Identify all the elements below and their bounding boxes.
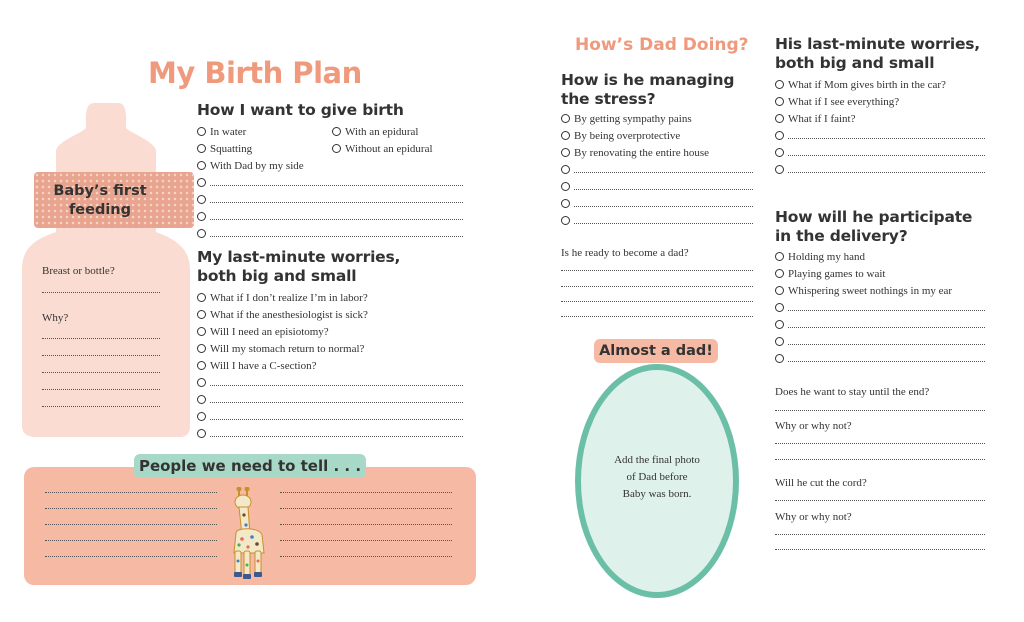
checkbox-circle-icon[interactable] — [197, 195, 206, 204]
participate-options — [775, 248, 985, 367]
answer-line[interactable] — [775, 410, 985, 411]
worries-section-title: My last-minute worries, both big and small — [197, 248, 401, 285]
checkbox-circle-icon[interactable] — [197, 293, 206, 302]
checkbox-circle-icon[interactable] — [775, 131, 784, 140]
checkbox-circle-icon[interactable] — [197, 310, 206, 319]
checkbox-option[interactable]: Playing games to wait — [775, 265, 985, 282]
page-title: My Birth Plan — [148, 56, 362, 90]
blank-option[interactable] — [775, 144, 985, 161]
tell-lines-left — [45, 492, 217, 572]
answer-line[interactable] — [42, 389, 160, 390]
checkbox-circle-icon[interactable] — [775, 80, 784, 89]
checkbox-circle-icon[interactable] — [561, 114, 570, 123]
blank-option[interactable] — [561, 195, 753, 212]
answer-line[interactable] — [42, 406, 160, 407]
checkbox-circle-icon[interactable] — [197, 144, 206, 153]
checkbox-option[interactable]: Squatting — [197, 140, 304, 157]
checkbox-option[interactable]: What if I faint? — [775, 110, 985, 127]
answer-line[interactable] — [775, 459, 985, 460]
blank-option[interactable] — [197, 425, 463, 442]
checkbox-circle-icon[interactable] — [197, 161, 206, 170]
answer-line[interactable] — [775, 549, 985, 550]
checkbox-circle-icon[interactable] — [197, 127, 206, 136]
checkbox-option[interactable]: What if Mom gives birth in the car? — [775, 76, 985, 93]
checkbox-circle-icon[interactable] — [561, 165, 570, 174]
checkbox-circle-icon[interactable] — [197, 361, 206, 370]
checkbox-option[interactable]: What if the anesthesiologist is sick? — [197, 306, 463, 323]
blank-option[interactable] — [561, 161, 753, 178]
checkbox-option[interactable]: What if I don’t realize I’m in labor? — [197, 289, 463, 306]
his-worries-title: His last-minute worries, both big and small — [775, 35, 980, 72]
photo-caption: Add the final photo of Dad before Baby was born. — [614, 454, 700, 500]
blank-option[interactable] — [775, 350, 985, 367]
why-question-1: Why or why not? — [775, 420, 852, 432]
answer-line[interactable] — [561, 316, 753, 317]
checkbox-circle-icon[interactable] — [775, 269, 784, 278]
answer-line[interactable] — [775, 500, 985, 501]
answer-line[interactable] — [42, 372, 160, 373]
checkbox-circle-icon[interactable] — [561, 131, 570, 140]
checkbox-circle-icon[interactable] — [561, 148, 570, 157]
birth-options-col1 — [197, 123, 304, 174]
blank-option[interactable] — [197, 208, 463, 225]
answer-line[interactable] — [42, 355, 160, 356]
blank-option[interactable] — [197, 191, 463, 208]
checkbox-circle-icon[interactable] — [332, 144, 341, 153]
birth-blank-options — [197, 174, 463, 242]
checkbox-circle-icon[interactable] — [775, 337, 784, 346]
why-question-2: Why or why not? — [775, 511, 852, 523]
answer-line[interactable] — [280, 540, 452, 541]
blank-option[interactable] — [775, 316, 985, 333]
stay-question: Does he want to stay until the end? — [775, 386, 930, 398]
checkbox-circle-icon[interactable] — [197, 178, 206, 187]
checkbox-option[interactable]: With an epidural — [332, 123, 433, 140]
answer-line[interactable] — [561, 301, 753, 302]
blank-option[interactable] — [775, 161, 985, 178]
answer-line[interactable] — [280, 524, 452, 525]
bottle-question-breast-or-bottle: Breast or bottle? — [42, 265, 115, 277]
checkbox-circle-icon[interactable] — [561, 216, 570, 225]
answer-line[interactable] — [45, 524, 217, 525]
blank-option[interactable] — [197, 408, 463, 425]
checkbox-circle-icon[interactable] — [197, 229, 206, 238]
birth-section-title: How I want to give birth — [197, 101, 404, 119]
blank-option[interactable] — [775, 333, 985, 350]
blank-option[interactable] — [561, 178, 753, 195]
tell-title-tag: People we need to tell . . . — [134, 454, 366, 478]
checkbox-circle-icon[interactable] — [197, 395, 206, 404]
birth-options-col2 — [332, 123, 433, 157]
cord-question: Will he cut the cord? — [775, 477, 867, 489]
checkbox-circle-icon[interactable] — [561, 199, 570, 208]
checkbox-circle-icon[interactable] — [197, 412, 206, 421]
his-worries-options — [775, 76, 985, 178]
stress-section-title: How is he managing the stress? — [561, 71, 735, 108]
answer-line[interactable] — [280, 492, 452, 493]
checkbox-circle-icon[interactable] — [775, 165, 784, 174]
checkbox-option[interactable]: Whispering sweet nothings in my ear — [775, 282, 985, 299]
checkbox-option[interactable]: By renovating the entire house — [561, 144, 753, 161]
answer-line[interactable] — [775, 534, 985, 535]
checkbox-circle-icon[interactable] — [775, 320, 784, 329]
checkbox-circle-icon[interactable] — [775, 97, 784, 106]
checkbox-option[interactable]: In water — [197, 123, 304, 140]
blank-option[interactable] — [197, 225, 463, 242]
answer-line[interactable] — [45, 540, 217, 541]
checkbox-circle-icon[interactable] — [775, 252, 784, 261]
ready-question: Is he ready to become a dad? — [561, 247, 689, 259]
checkbox-option[interactable]: By getting sympathy pains — [561, 110, 753, 127]
answer-line[interactable] — [45, 556, 217, 557]
blank-option[interactable] — [561, 212, 753, 229]
checkbox-circle-icon[interactable] — [197, 378, 206, 387]
checkbox-circle-icon[interactable] — [561, 182, 570, 191]
almost-dad-tag: Almost a dad! — [594, 339, 718, 363]
blank-option[interactable] — [197, 374, 463, 391]
answer-line[interactable] — [45, 492, 217, 493]
checkbox-circle-icon[interactable] — [197, 212, 206, 221]
blank-option[interactable] — [775, 299, 985, 316]
giraffe-icon — [226, 487, 272, 579]
stress-options — [561, 110, 753, 229]
checkbox-option[interactable]: Will I have a C-section? — [197, 357, 463, 374]
checkbox-circle-icon[interactable] — [775, 303, 784, 312]
checkbox-circle-icon[interactable] — [775, 114, 784, 123]
participate-title: How will he participate in the delivery? — [775, 208, 973, 245]
bottle-label: Baby’s first feeding — [53, 183, 147, 218]
checkbox-circle-icon[interactable] — [197, 344, 206, 353]
checkbox-circle-icon[interactable] — [775, 286, 784, 295]
worries-options — [197, 289, 463, 442]
answer-line[interactable] — [42, 292, 160, 293]
answer-line[interactable] — [280, 556, 452, 557]
checkbox-option[interactable]: Will my stomach return to normal? — [197, 340, 463, 357]
checkbox-circle-icon[interactable] — [775, 148, 784, 157]
answer-line[interactable] — [775, 443, 985, 444]
checkbox-option[interactable]: With Dad by my side — [197, 157, 304, 174]
answer-line[interactable] — [561, 286, 753, 287]
blank-option[interactable] — [775, 127, 985, 144]
blank-option[interactable] — [197, 174, 463, 191]
checkbox-circle-icon[interactable] — [197, 429, 206, 438]
answer-line[interactable] — [42, 338, 160, 339]
checkbox-option[interactable]: Without an epidural — [332, 140, 433, 157]
tell-lines-right — [280, 492, 452, 572]
blank-option[interactable] — [197, 391, 463, 408]
checkbox-option[interactable]: What if I see everything? — [775, 93, 985, 110]
answer-line[interactable] — [45, 508, 217, 509]
checkbox-option[interactable]: Will I need an episiotomy? — [197, 323, 463, 340]
checkbox-circle-icon[interactable] — [775, 354, 784, 363]
bottle-question-why: Why? — [42, 312, 69, 324]
answer-line[interactable] — [561, 270, 753, 271]
dad-heading: How’s Dad Doing? — [575, 35, 749, 55]
checkbox-option[interactable]: Holding my hand — [775, 248, 985, 265]
checkbox-circle-icon[interactable] — [197, 327, 206, 336]
answer-line[interactable] — [280, 508, 452, 509]
checkbox-circle-icon[interactable] — [332, 127, 341, 136]
checkbox-option[interactable]: By being overprotective — [561, 127, 753, 144]
